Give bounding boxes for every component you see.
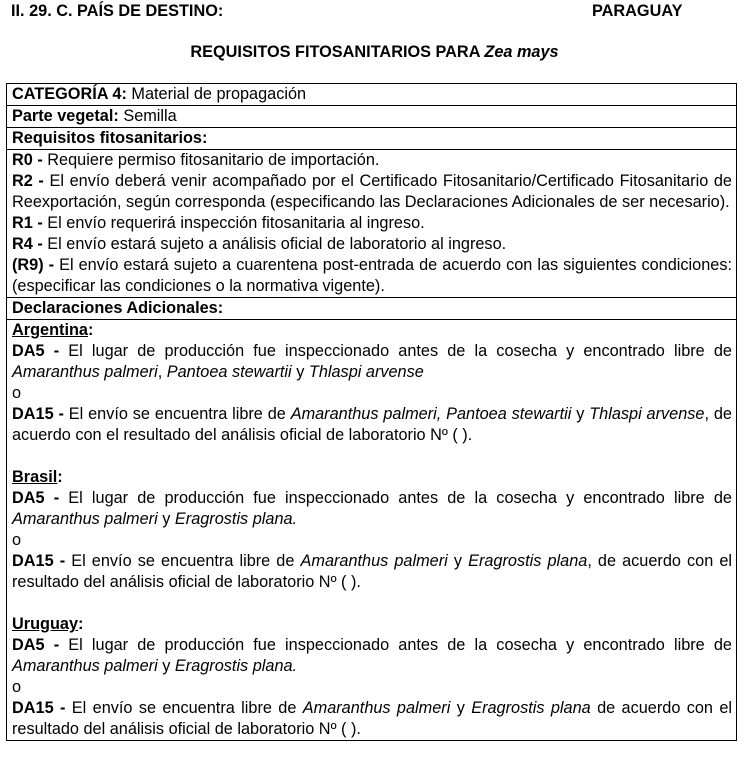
argentina-or: o: [12, 384, 22, 402]
requisitos-cell: [7, 150, 737, 298]
uruguay-da5: [12, 635, 732, 677]
row-parte-vegetal: [7, 106, 737, 128]
argentina-da5-sep1: ,: [157, 363, 163, 381]
argentina-da5-sp3: Thlaspi arvense: [308, 363, 424, 381]
argentina-da5: [12, 341, 732, 383]
declaraciones-cell: [7, 320, 737, 741]
brasil-da15: [12, 551, 732, 593]
row-requisitos-heading: [7, 128, 737, 150]
r1-code: R1 -: [12, 214, 43, 232]
uruguay-da15-sp2: Eragrostis plana: [471, 699, 591, 717]
spacer: [12, 593, 732, 614]
requirement-r2: [12, 171, 732, 213]
argentina-da5-sep2: y: [296, 363, 305, 381]
argentina-da15-tail: , de acuerdo con el resultado del análisis oficial de laboratorio Nº ( ).: [12, 405, 732, 444]
spacer: [12, 446, 732, 467]
r9-code: (R9) -: [12, 256, 55, 274]
argentina-da15-sp1: Amaranthus palmeri,: [290, 405, 442, 423]
categoria-label: CATEGORÍA 4:: [12, 85, 127, 103]
argentina-colon: :: [88, 321, 94, 339]
uruguay-name: Uruguay: [12, 615, 79, 633]
brasil-da5-code: DA5 -: [12, 489, 60, 507]
uruguay-da15-tail: de acuerdo con el resultado del análisis oficial de laboratorio Nº ( ).: [12, 699, 733, 738]
country-heading-brasil: [12, 467, 732, 488]
uruguay-da5-sep: y: [162, 657, 171, 675]
uruguay-da15-sep: y: [456, 699, 465, 717]
brasil-da5-sep: y: [162, 510, 171, 528]
brasil-or: o: [12, 531, 22, 549]
argentina-da15-sep2: y: [576, 405, 585, 423]
uruguay-or: o: [12, 678, 22, 696]
requisitos-heading: Requisitos fitosanitarios:: [12, 129, 208, 147]
argentina-da5-sp1: Amaranthus palmeri: [12, 363, 158, 381]
brasil-da15-sp1: Amaranthus palmeri: [300, 552, 448, 570]
argentina-da5-code: DA5 -: [12, 342, 60, 360]
title-species: Zea mays: [484, 43, 559, 61]
requirement-r4: [12, 234, 732, 255]
brasil-name: Brasil: [12, 468, 58, 486]
brasil-da5-text: El lugar de producción fue inspeccionado antes de la cosecha y encontrado libre de: [68, 489, 732, 507]
uruguay-da15-sp1: Amaranthus palmeri: [302, 699, 451, 717]
r9-text: El envío estará sujeto a cuarentena post-entrada de acuerdo con las siguientes condiciones: (especificar las condiciones o la normativa vigente).: [12, 256, 732, 295]
destination-country: PARAGUAY: [592, 2, 683, 20]
uruguay-da5-code: DA5 -: [12, 636, 60, 654]
brasil-da15-sep: y: [453, 552, 462, 570]
r0-code: R0 -: [12, 151, 43, 169]
argentina-name: Argentina: [12, 321, 88, 339]
uruguay-colon: :: [78, 615, 84, 633]
r2-text: El envío deberá venir acompañado por el Certificado Fitosanitario/Certificado Fitosanitario de Reexportación, según corresponda (especificando las Declaraciones Adicionales de ser necesario).: [12, 172, 732, 211]
country-heading-argentina: [12, 320, 732, 341]
argentina-da15: [12, 404, 732, 446]
requirements-table: [6, 83, 737, 741]
brasil-da5-sp1: Amaranthus palmeri: [12, 510, 158, 528]
uruguay-da5-sp1: Amaranthus palmeri: [12, 657, 158, 675]
r4-text: El envío estará sujeto a análisis oficial de laboratorio al ingreso.: [47, 235, 507, 253]
uruguay-da15-code: DA15 -: [12, 699, 66, 717]
r0-text: Requiere permiso fitosanitario de importación.: [47, 151, 380, 169]
section-heading: II. 29. C. PAÍS DE DESTINO:: [11, 2, 224, 20]
title-prefix: REQUISITOS FITOSANITARIOS PARA: [190, 43, 480, 61]
r1-text: El envío requerirá inspección fitosanitaria al ingreso.: [47, 214, 425, 232]
parte-cell: [7, 106, 737, 128]
country-heading-uruguay: [12, 614, 732, 635]
requirement-r1: [12, 213, 732, 234]
uruguay-da5-text: El lugar de producción fue inspeccionado antes de la cosecha y encontrado libre de: [68, 636, 732, 654]
requisitos-heading-cell: [7, 128, 737, 150]
row-requisitos: [7, 150, 737, 298]
parte-value: Semilla: [123, 107, 177, 125]
row-declaraciones: [7, 320, 737, 741]
declaraciones-heading-cell: [7, 298, 737, 320]
declaraciones-heading: Declaraciones Adicionales:: [12, 299, 224, 317]
r2-code: R2 -: [12, 172, 44, 190]
brasil-da5: [12, 488, 732, 530]
brasil-da5-sp2: Eragrostis plana.: [174, 510, 298, 528]
argentina-da5-sp2: Pantoea stewartii: [166, 363, 292, 381]
categoria-cell: [7, 84, 737, 106]
requirement-r0: [12, 150, 732, 171]
brasil-da15-code: DA15 -: [12, 552, 66, 570]
brasil-da15-text: El envío se encuentra libre de: [71, 552, 295, 570]
r4-code: R4 -: [12, 235, 43, 253]
argentina-da15-code: DA15 -: [12, 405, 64, 423]
row-categoria: [7, 84, 737, 106]
parte-label: Parte vegetal:: [12, 107, 119, 125]
uruguay-da15: [12, 698, 732, 740]
brasil-da15-sp2: Eragrostis plana: [468, 552, 588, 570]
categoria-value: Material de propagación: [131, 85, 307, 103]
row-declaraciones-heading: [7, 298, 737, 320]
argentina-da15-text: El envío se encuentra libre de: [68, 405, 286, 423]
brasil-colon: :: [57, 468, 63, 486]
argentina-da15-sp2: Pantoea stewartii: [446, 405, 572, 423]
argentina-da5-text: El lugar de producción fue inspeccionado antes de la cosecha y encontrado libre de: [68, 342, 732, 360]
argentina-da15-sp3: Thlaspi arvense: [589, 405, 705, 423]
uruguay-da5-sp2: Eragrostis plana.: [174, 657, 298, 675]
document-title: [0, 42, 749, 63]
brasil-da15-tail: , de acuerdo con el resultado del análisis oficial de laboratorio Nº ( ).: [12, 552, 733, 591]
uruguay-da15-text: El envío se encuentra libre de: [71, 699, 297, 717]
requirement-r9: [12, 255, 732, 297]
